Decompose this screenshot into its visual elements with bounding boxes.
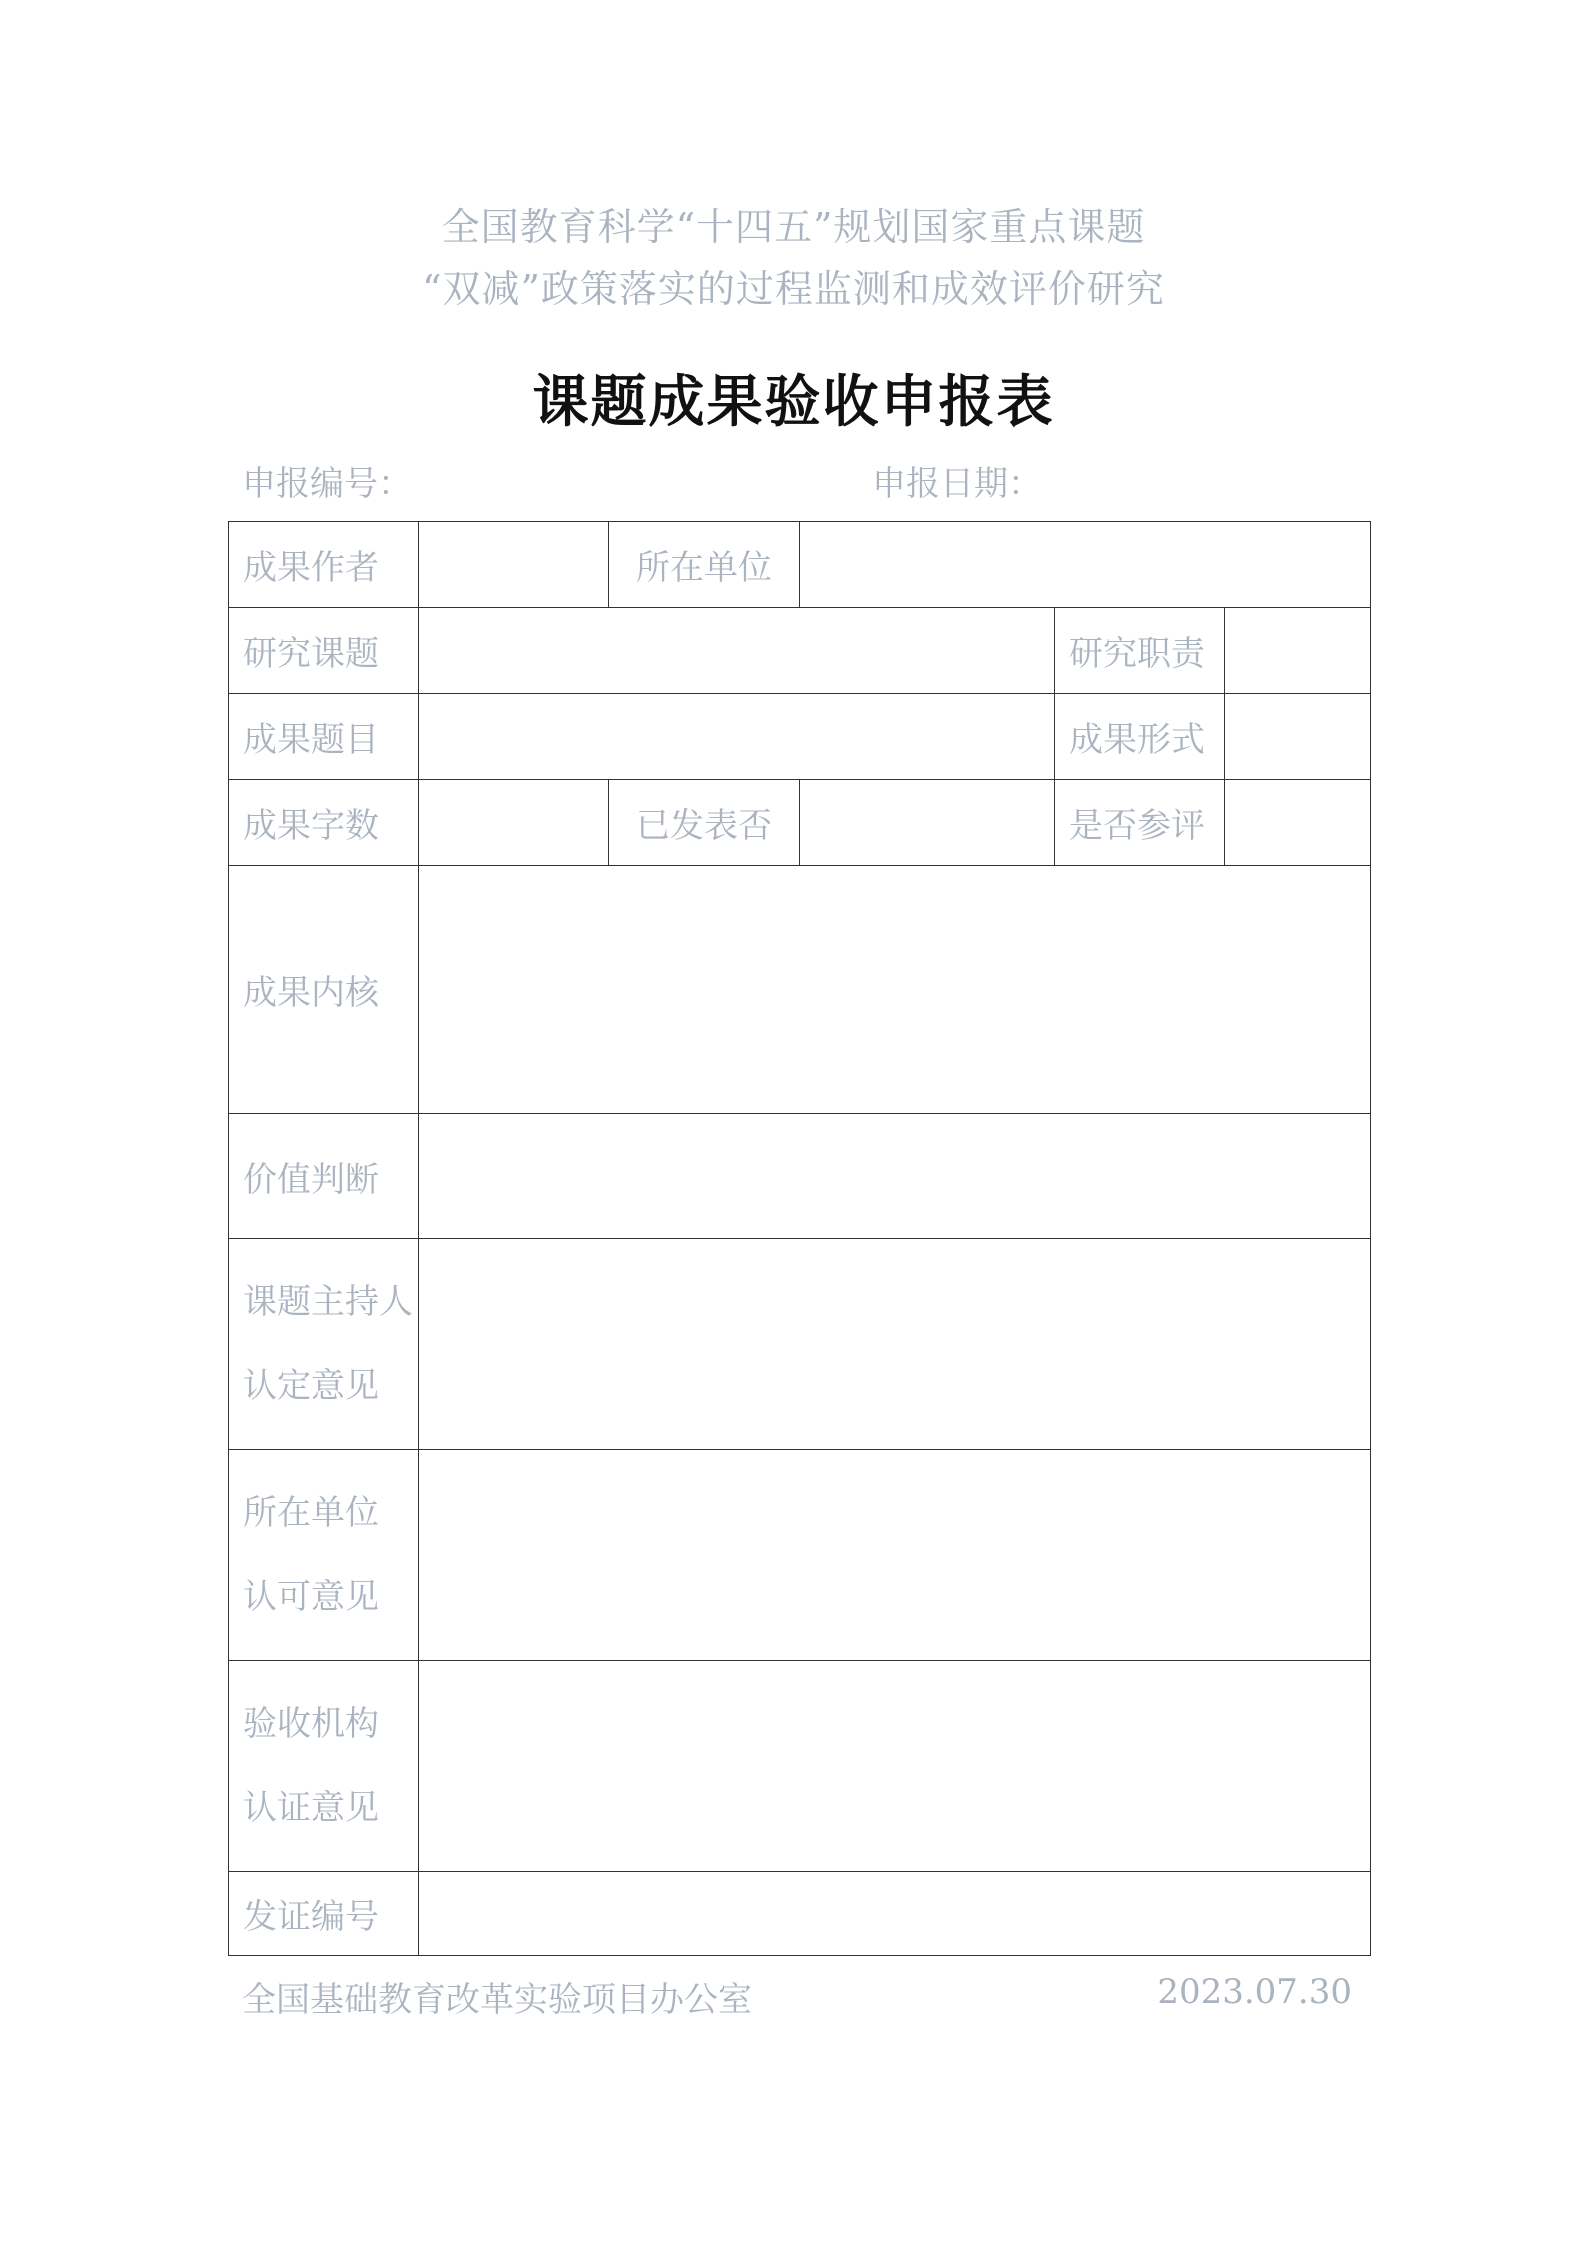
result-title-label: 成果题目 — [229, 694, 419, 780]
research-topic-field[interactable] — [419, 608, 1055, 694]
word-count-field[interactable] — [419, 780, 609, 866]
application-form-table — [228, 521, 1371, 1956]
unit-opinion-label-line2: 认可意见 — [243, 1577, 379, 1617]
form-row-agency-opinion — [229, 1661, 1371, 1872]
form-row-unit-opinion — [229, 1450, 1371, 1661]
participate-review-field[interactable] — [1225, 780, 1371, 866]
research-topic-label: 研究课题 — [229, 608, 419, 694]
word-count-label: 成果字数 — [229, 780, 419, 866]
result-form-field[interactable] — [1225, 694, 1371, 780]
value-label: 价值判断 — [229, 1114, 419, 1239]
author-field[interactable] — [419, 522, 609, 608]
result-title-field[interactable] — [419, 694, 1055, 780]
form-row-host-opinion — [229, 1239, 1371, 1450]
agency-opinion-label — [229, 1661, 419, 1872]
report-number-label: 申报编号： — [242, 464, 412, 504]
form-row-word-count — [229, 780, 1371, 866]
result-form-label: 成果形式 — [1055, 694, 1225, 780]
unit-opinion-field[interactable] — [419, 1450, 1371, 1661]
form-row-result-title — [229, 694, 1371, 780]
host-opinion-label — [229, 1239, 419, 1450]
cert-no-field[interactable] — [419, 1872, 1371, 1956]
unit-field[interactable] — [800, 522, 1371, 608]
host-opinion-label-line2: 认定意见 — [243, 1366, 379, 1406]
research-role-label: 研究职责 — [1055, 608, 1225, 694]
agency-opinion-field[interactable] — [419, 1661, 1371, 1872]
published-field[interactable] — [800, 780, 1055, 866]
agency-opinion-label-line1: 验收机构 — [243, 1704, 379, 1744]
core-field[interactable] — [419, 866, 1371, 1114]
form-row-core — [229, 866, 1371, 1114]
unit-label: 所在单位 — [609, 522, 800, 608]
project-header-line2: “双减”政策落实的过程监测和成效评价研究 — [422, 267, 1165, 311]
agency-opinion-label-line2: 认证意见 — [243, 1788, 379, 1828]
form-row-value — [229, 1114, 1371, 1239]
host-opinion-field[interactable] — [419, 1239, 1371, 1450]
published-label: 已发表否 — [609, 780, 800, 866]
value-field[interactable] — [419, 1114, 1371, 1239]
author-label: 成果作者 — [229, 522, 419, 608]
research-role-field[interactable] — [1225, 608, 1371, 694]
form-row-research-topic — [229, 608, 1371, 694]
form-row-author — [229, 522, 1371, 608]
host-opinion-label-line1: 课题主持人 — [243, 1282, 413, 1322]
cert-no-label: 发证编号 — [229, 1872, 419, 1956]
footer-organization: 全国基础教育改革实验项目办公室 — [242, 1980, 752, 2020]
form-row-cert-no — [229, 1872, 1371, 1956]
report-date-label: 申报日期： — [872, 464, 1042, 504]
unit-opinion-label — [229, 1450, 419, 1661]
unit-opinion-label-line1: 所在单位 — [243, 1493, 379, 1533]
project-header-line1: 全国教育科学“十四五”规划国家重点课题 — [441, 205, 1146, 249]
participate-review-label: 是否参评 — [1055, 780, 1225, 866]
core-label: 成果内核 — [229, 866, 419, 1114]
form-title: 课题成果验收申报表 — [532, 370, 1055, 435]
footer-date: 2023.07.30 — [1157, 1972, 1352, 2012]
